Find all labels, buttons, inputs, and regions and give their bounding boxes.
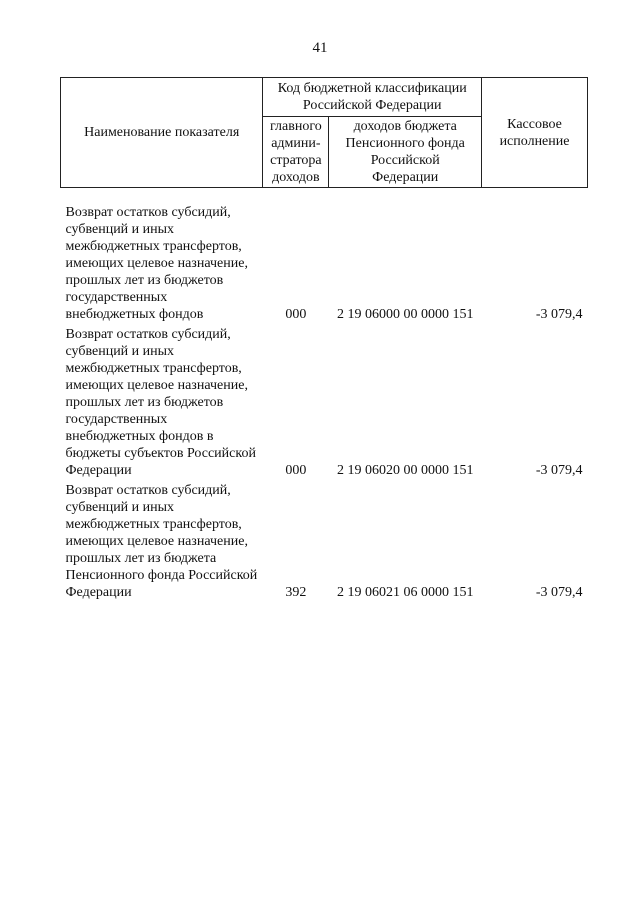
header-name: Наименование показателя bbox=[61, 78, 263, 188]
header-income: доходов бюджета Пенсионного фонда Российской Федерации bbox=[329, 117, 482, 188]
row-income-code: 2 19 06021 06 0000 151 bbox=[336, 585, 474, 600]
row-income-code: 2 19 06000 00 0000 151 bbox=[336, 307, 474, 322]
header-admin: главного админи-стратора доходов bbox=[263, 117, 329, 188]
row-name: Возврат остатков субсидий, субвенций и иных межбюджетных трансфертов, имеющих целевое назначение, прошлых лет из бюджетов государственных внебюджетных фондов в бюджеты субъектов Российской Федерации bbox=[65, 327, 256, 478]
row-execution: -3 079,4 bbox=[535, 585, 583, 600]
header-code-group: Код бюджетной классификации Российской Федерации bbox=[263, 78, 482, 117]
row-name: Возврат остатков субсидий, субвенций и иных межбюджетных трансфертов, имеющих целевое назначение, прошлых лет из бюджета Пенсионного фонда Российской Федерации bbox=[65, 483, 258, 600]
row-admin-code: 000 bbox=[285, 463, 307, 478]
row-execution: -3 079,4 bbox=[535, 463, 583, 478]
table-row bbox=[61, 482, 588, 601]
row-admin-code: 392 bbox=[285, 585, 307, 600]
table-header bbox=[61, 78, 588, 188]
row-income-code: 2 19 06020 00 0000 151 bbox=[336, 463, 474, 478]
page-number: 41 bbox=[312, 40, 328, 56]
row-name: Возврат остатков субсидий, субвенций и иных межбюджетных трансфертов, имеющих целевое назначение, прошлых лет из бюджетов государственных внебюджетных фондов bbox=[65, 205, 248, 322]
budget-table bbox=[60, 77, 588, 601]
table-row bbox=[61, 326, 588, 479]
row-execution: -3 079,4 bbox=[535, 307, 583, 322]
header-execution: Кассовое исполнение bbox=[482, 78, 588, 188]
table-row bbox=[61, 204, 588, 323]
row-admin-code: 000 bbox=[285, 307, 307, 322]
